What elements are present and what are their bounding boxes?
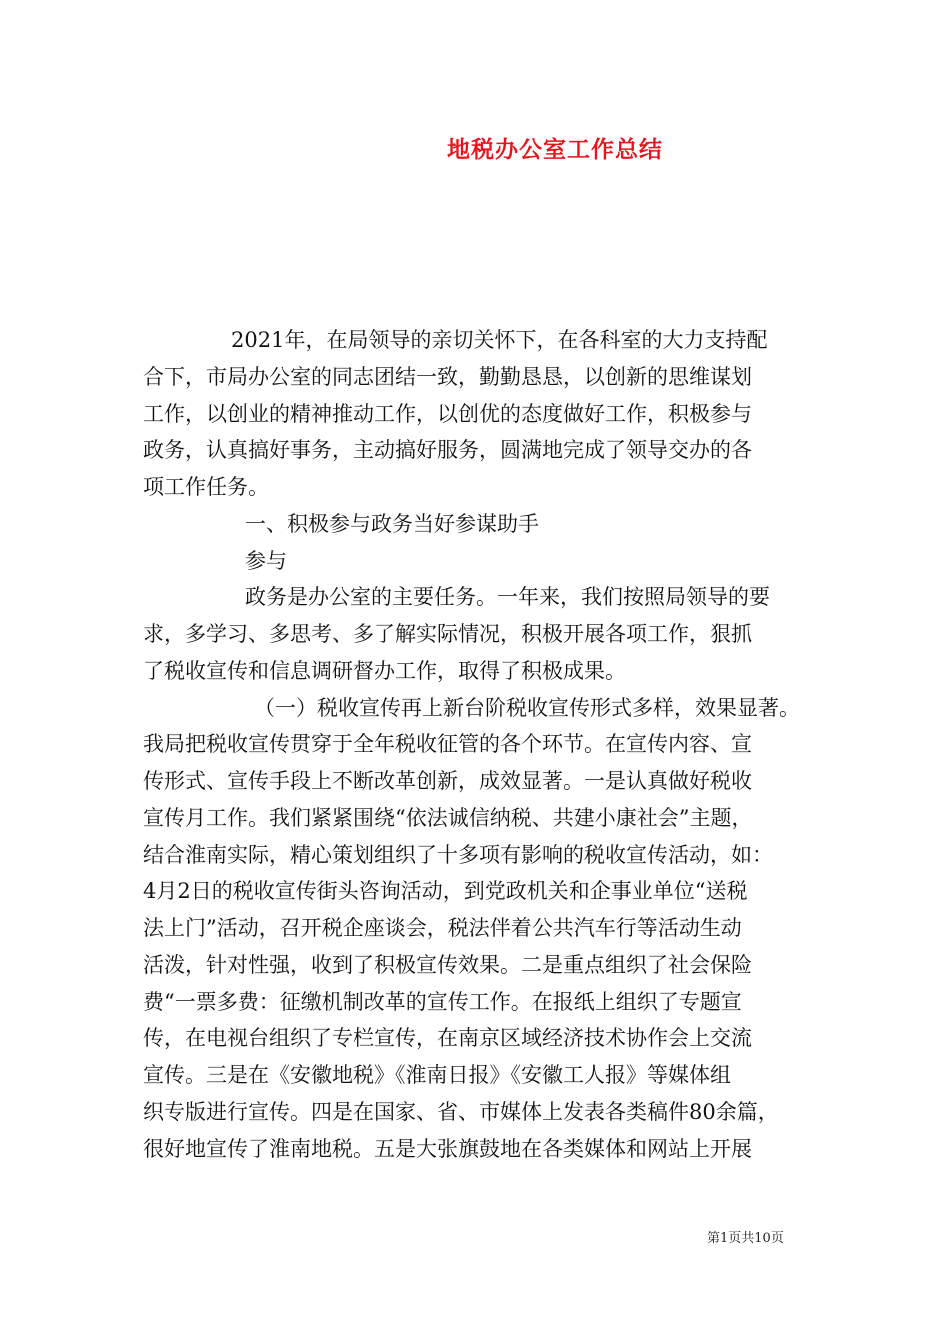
section-heading: 一、积极参与政务当好参谋助手 <box>245 511 539 536</box>
paragraph-line: 宣传。三是在《安徽地税》《淮南日报》《安徽工人报》等媒体组 <box>143 1063 731 1087</box>
document-title: 地税办公室工作总结 <box>447 136 663 163</box>
paragraph-line: 法上门”活动，召开税企座谈会，税法伴着公共汽车行等活动生动 <box>143 916 742 940</box>
paragraph-line: 4月2日的税收宣传街头咨询活动，到党政机关和企事业单位“送税 <box>143 879 748 904</box>
paragraph-line: 政务是办公室的主要任务。一年来，我们按照局领导的要 <box>245 585 770 610</box>
paragraph-line: 宣传月工作。我们紧紧围绕“依法诚信纳税、共建小康社会”主题， <box>143 805 753 830</box>
paragraph-line: 传形式、宣传手段上不断改革创新，成效显著。一是认真做好税收 <box>143 769 752 793</box>
paragraph-line: 求，多学习、多思考、多了解实际情况，积极开展各项工作，狠抓 <box>143 622 752 646</box>
paragraph-line: 结合淮南实际，精心策划组织了十多项有影响的税收宣传活动，如： <box>143 842 773 867</box>
subsection-heading: （一）税收宣传再上新台阶税收宣传形式多样，效果显著。 <box>254 695 800 720</box>
paragraph-line: 参与 <box>245 548 287 573</box>
paragraph-line: 了税收宣传和信息调研督办工作，取得了积极成果。 <box>143 658 626 683</box>
paragraph-line: 工作，以创业的精神推动工作，以创优的态度做好工作，积极参与 <box>143 401 752 426</box>
paragraph-line: 2021年，在局领导的亲切关怀下，在各科室的大力支持配 <box>231 328 768 352</box>
page-indicator: 第1页共10页 <box>707 1231 784 1246</box>
paragraph-line: 传，在电视台组织了专栏宣传，在南京区域经济技术协作会上交流 <box>143 1026 752 1051</box>
paragraph-line: 合下，市局办公室的同志团结一致，勤勤恳恳，以创新的思维谋划 <box>143 364 752 389</box>
paragraph-line: 政务，认真搞好事务，主动搞好服务，圆满地完成了领导交办的各 <box>143 438 752 463</box>
paragraph-line: 活泼，针对性强，收到了积极宣传效果。二是重点组织了社会保险 <box>143 952 752 977</box>
paragraph-line: 我局把税收宣传贯穿于全年税收征管的各个环节。在宣传内容、宣 <box>143 732 752 757</box>
paragraph-line: 织专版进行宣传。四是在国家、省、市媒体上发表各类稿件80余篇， <box>143 1099 779 1124</box>
document-body <box>143 322 828 1167</box>
paragraph-line: 费“一票多费：征缴机制改革的宣传工作。在报纸上组织了专题宣 <box>143 989 742 1014</box>
paragraph-line: 项工作任务。 <box>143 475 269 499</box>
paragraph-line: 很好地宣传了淮南地税。五是大张旗鼓地在各类媒体和网站上开展 <box>143 1136 752 1161</box>
